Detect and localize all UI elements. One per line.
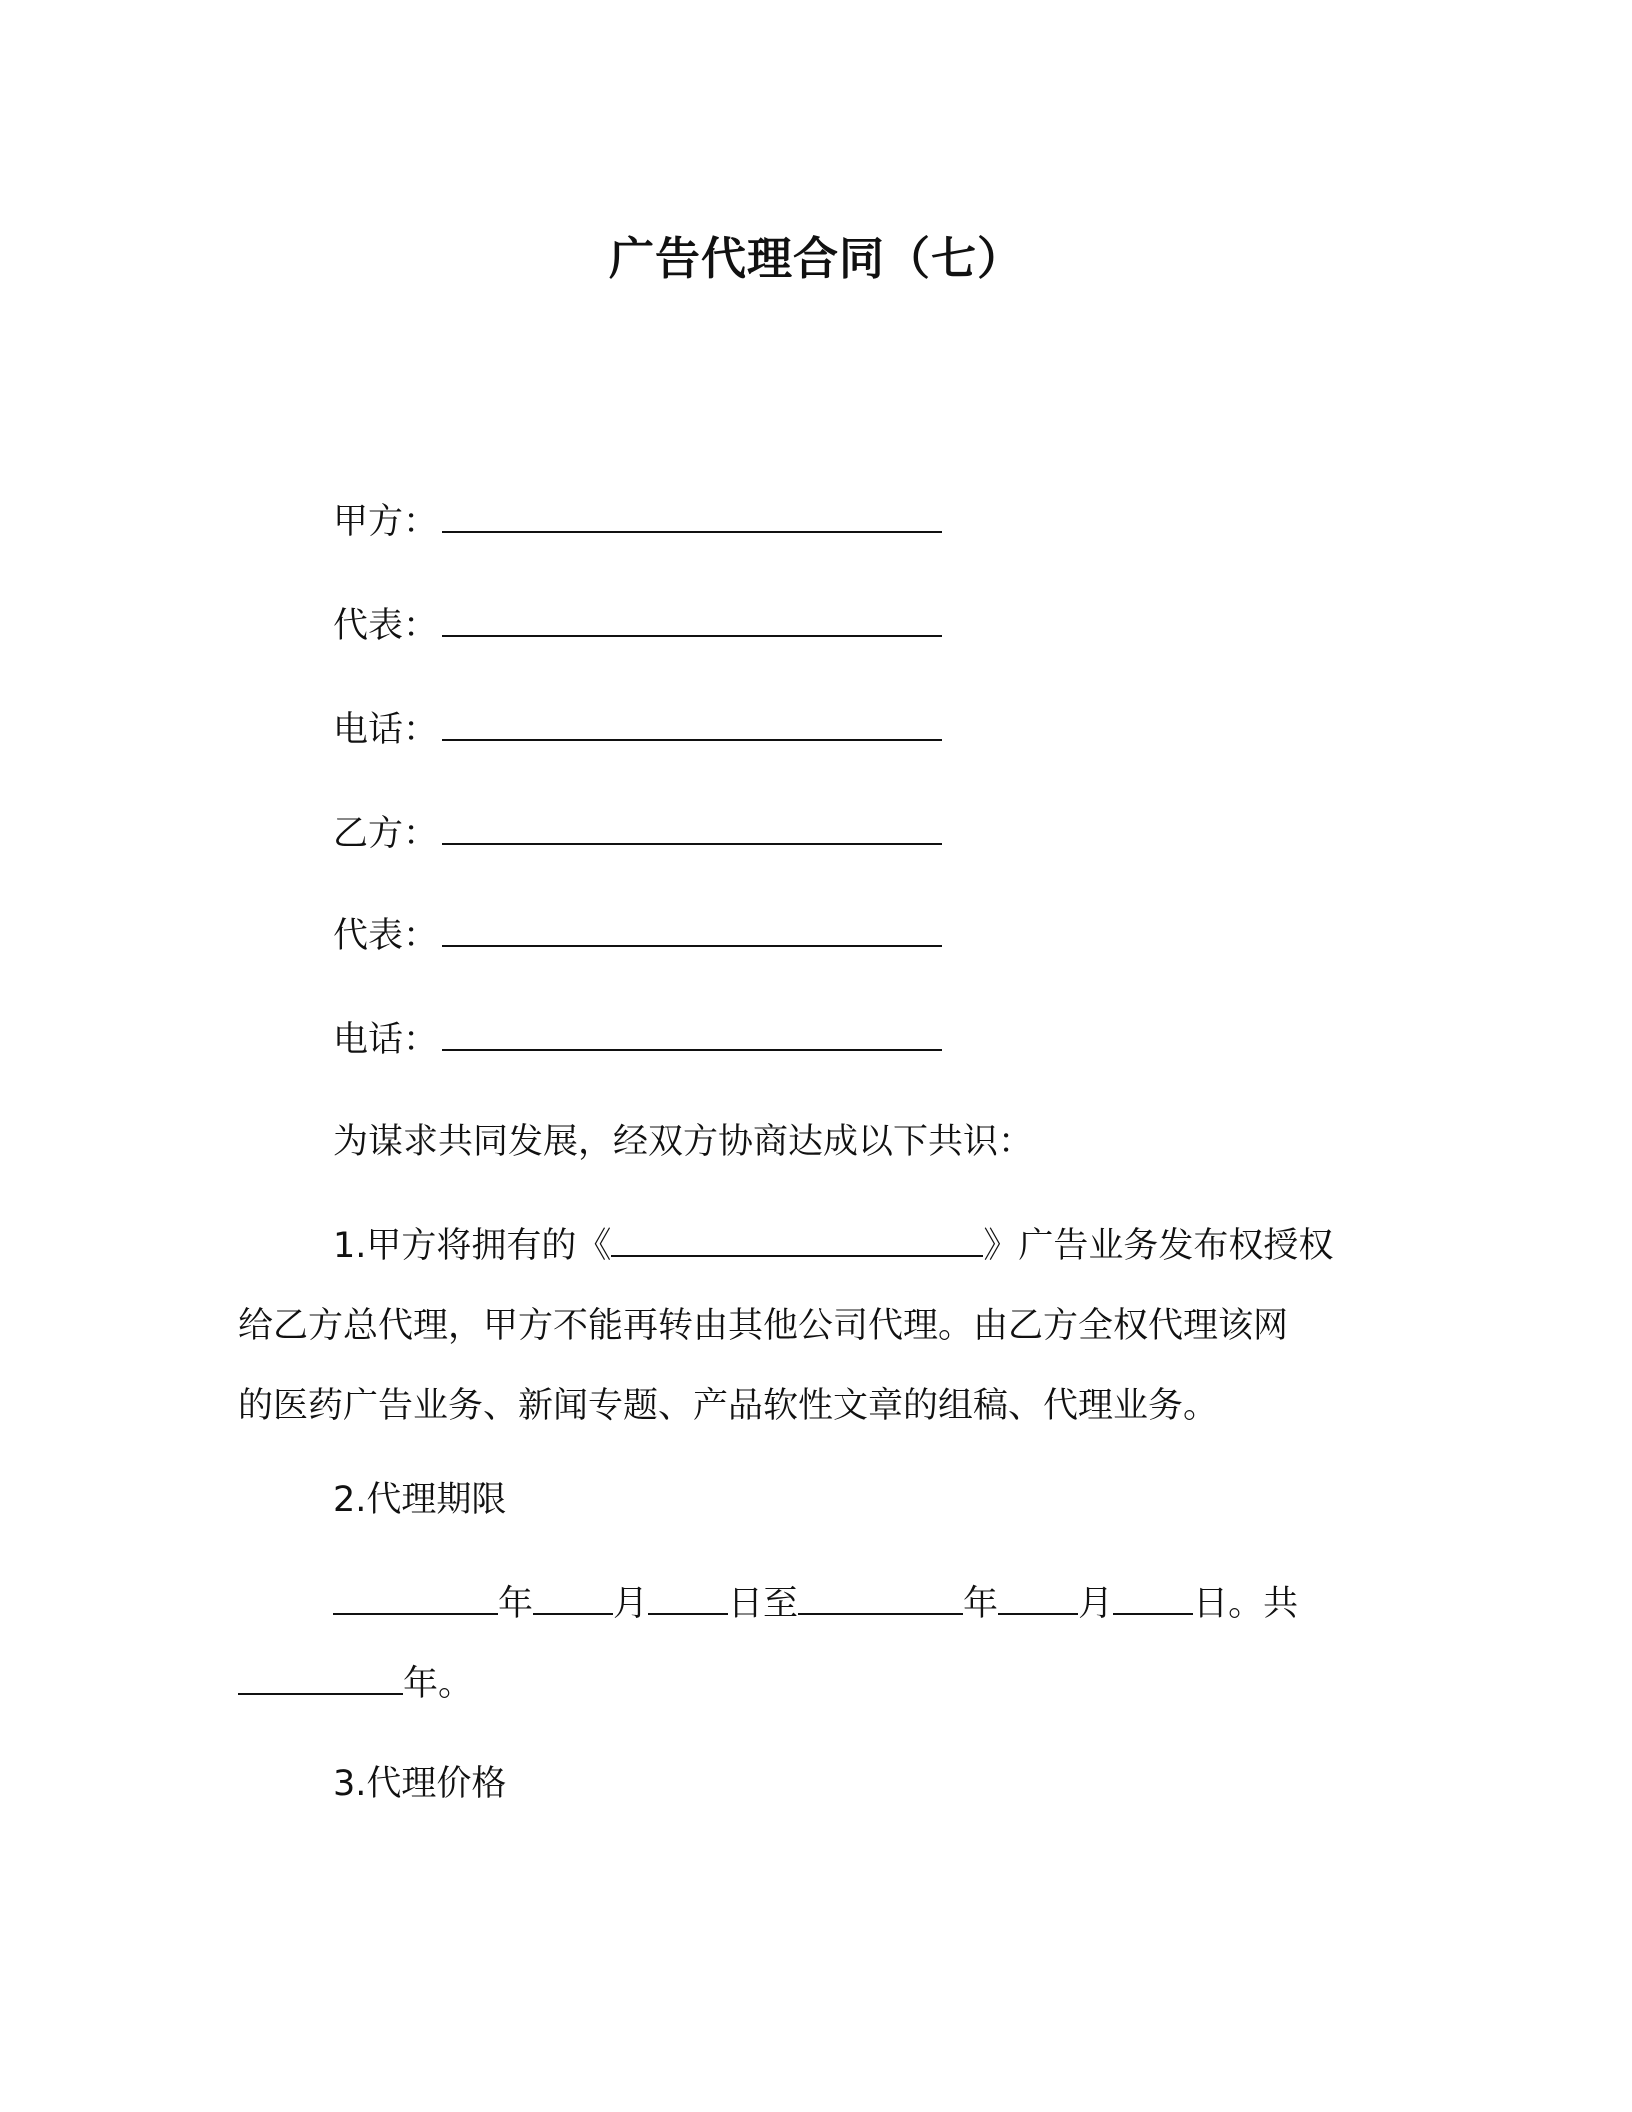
clause-2-period	[238, 1564, 1398, 1724]
clause-2-heading: 2.代理期限	[333, 1480, 507, 1520]
party-a-blank[interactable]	[442, 501, 942, 533]
party-a-phone-blank[interactable]	[442, 709, 942, 741]
total-years-unit: 年。	[403, 1664, 474, 1704]
end-month-blank[interactable]	[998, 1583, 1078, 1615]
party-b-phone-blank[interactable]	[442, 1019, 942, 1051]
party-a-representative-label: 代表：	[333, 606, 439, 646]
start-year-blank[interactable]	[333, 1583, 498, 1615]
clause-1-prefix: 1.甲方将拥有的《	[333, 1226, 612, 1266]
start-month-unit: 月	[613, 1584, 649, 1624]
party-b-phone-label: 电话：	[333, 1020, 439, 1060]
page-title: 广告代理合同（七）	[608, 232, 1023, 285]
party-a-field	[333, 494, 942, 544]
end-month-unit: 月	[1078, 1584, 1114, 1624]
party-b-field	[333, 806, 942, 856]
party-a-representative-field	[333, 598, 942, 648]
clause-1-line-3: 的医药广告业务、新闻专题、产品软性文章的组稿、代理业务。	[238, 1386, 1219, 1426]
total-years-blank[interactable]	[238, 1663, 403, 1695]
party-b-phone-field	[333, 1012, 942, 1062]
party-b-label: 乙方：	[333, 814, 439, 854]
party-a-representative-blank[interactable]	[442, 605, 942, 637]
start-year-unit: 年	[498, 1584, 534, 1624]
clause-1-line-2: 给乙方总代理，甲方不能再转由其他公司代理。由乙方全权代理该网	[238, 1306, 1289, 1346]
end-year-blank[interactable]	[798, 1583, 963, 1615]
end-day-blank[interactable]	[1113, 1583, 1193, 1615]
intro-text: 为谋求共同发展，经双方协商达成以下共识：	[333, 1122, 1034, 1162]
website-name-blank[interactable]	[611, 1225, 983, 1257]
party-b-representative-label: 代表：	[333, 916, 439, 956]
clause-1-suffix: 》广告业务发布权授权	[983, 1226, 1334, 1266]
intro-paragraph	[238, 1102, 1398, 1182]
end-year-unit: 年	[963, 1584, 999, 1624]
clause-1-line-1	[238, 1206, 1398, 1286]
party-b-representative-blank[interactable]	[442, 915, 942, 947]
clause-2-heading-block	[238, 1460, 1398, 1540]
clause-3-heading-block	[238, 1744, 1398, 1824]
start-month-blank[interactable]	[533, 1583, 613, 1615]
clause-2-period-line-2	[238, 1644, 1398, 1724]
party-a-label: 甲方：	[333, 502, 439, 542]
start-day-unit: 日至	[728, 1584, 799, 1624]
start-day-blank[interactable]	[648, 1583, 728, 1615]
party-b-representative-field	[333, 908, 942, 958]
party-a-phone-label: 电话：	[333, 710, 439, 750]
party-a-phone-field	[333, 702, 942, 752]
clause-2-period-line-1	[238, 1564, 1398, 1644]
clause-3-heading: 3.代理价格	[333, 1764, 507, 1804]
clause-1	[238, 1206, 1398, 1446]
party-b-blank[interactable]	[442, 813, 942, 845]
end-day-unit: 日。共	[1193, 1584, 1299, 1624]
